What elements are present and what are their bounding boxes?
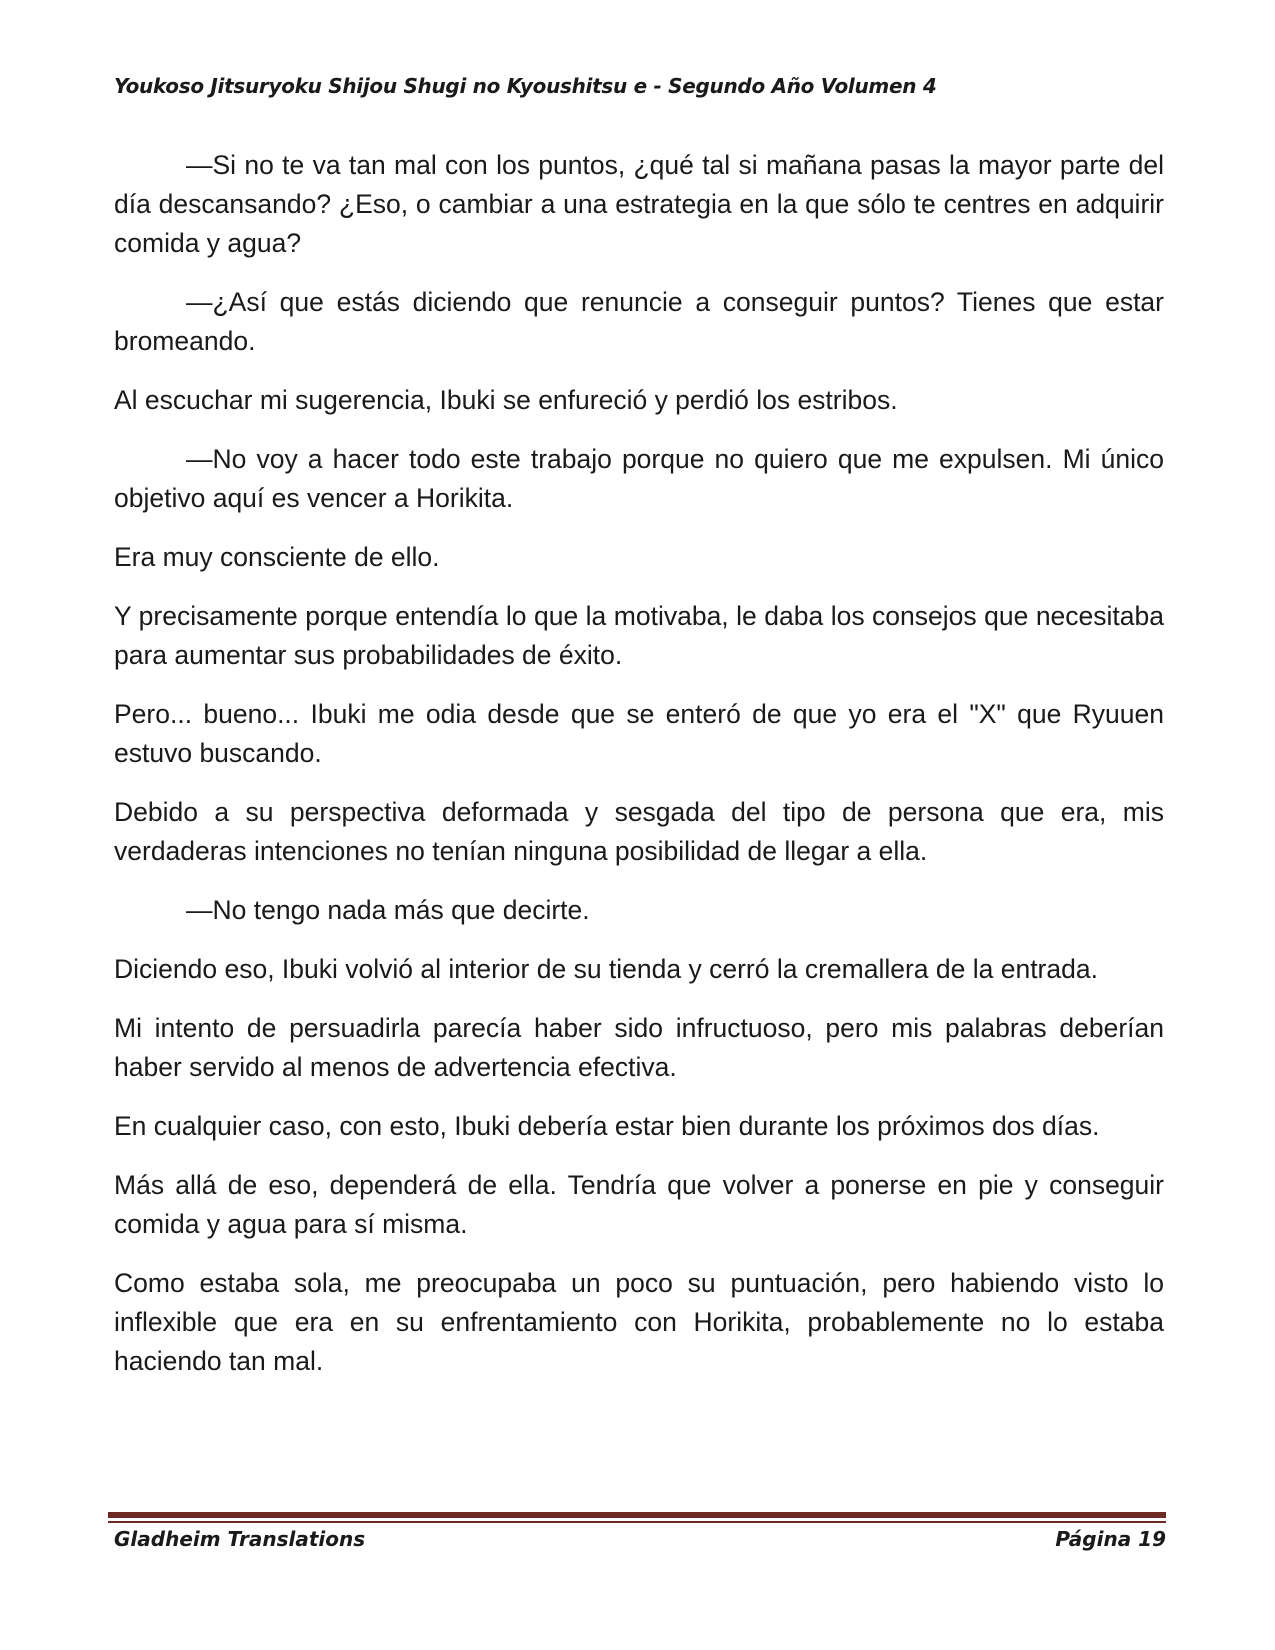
paragraph: Mi intento de persuadirla parecía haber sido infructuoso, pero mis palabras deberían haber servido al menos de advertencia efectiva. xyxy=(114,1013,1164,1082)
paragraph: Y precisamente porque entendía lo que la motivaba, le daba los consejos que necesitaba para aumentar sus probabilidades de éxito. xyxy=(114,601,1164,670)
footer-publisher: Gladheim Translations xyxy=(114,1527,366,1551)
footer-divider-thin xyxy=(108,1521,1166,1523)
paragraph: —Si no te va tan mal con los puntos, ¿qué tal si mañana pasas la mayor parte del día descansando? ¿Eso, o cambiar a una estrategia en la que sólo te centres en adquirir comida y agua? xyxy=(114,150,1164,258)
paragraph: Era muy consciente de ello. xyxy=(114,542,440,572)
paragraph: Diciendo eso, Ibuki volvió al interior de su tienda y cerró la cremallera de la entrada. xyxy=(114,954,1098,984)
footer-page-number: Página 19 xyxy=(1055,1527,1166,1551)
paragraph: Al escuchar mi sugerencia, Ibuki se enfureció y perdió los estribos. xyxy=(114,385,898,415)
paragraph: En cualquier caso, con esto, Ibuki debería estar bien durante los próximos dos días. xyxy=(114,1111,1100,1141)
paragraph: —No voy a hacer todo este trabajo porque no quiero que me expulsen. Mi único objetivo aquí es vencer a Horikita. xyxy=(114,444,1164,513)
running-header: Youkoso Jitsuryoku Shijou Shugi no Kyoushitsu e - Segundo Año Volumen 4 xyxy=(114,74,937,98)
footer-divider xyxy=(108,1512,1166,1518)
paragraph: Pero... bueno... Ibuki me odia desde que se enteró de que yo era el "X" que Ryuuen estuvo buscando. xyxy=(114,699,1164,768)
body-text xyxy=(114,146,1164,1401)
paragraph: —¿Así que estás diciendo que renuncie a conseguir puntos? Tienes que estar bromeando. xyxy=(114,287,1164,356)
paragraph: —No tengo nada más que decirte. xyxy=(186,895,590,925)
paragraph: Debido a su perspectiva deformada y sesgada del tipo de persona que era, mis verdaderas intenciones no tenían ninguna posibilidad de llegar a ella. xyxy=(114,797,1164,866)
paragraph: Más allá de eso, dependerá de ella. Tendría que volver a ponerse en pie y conseguir comida y agua para sí misma. xyxy=(114,1170,1164,1239)
paragraph: Como estaba sola, me preocupaba un poco su puntuación, pero habiendo visto lo inflexible que era en su enfrentamiento con Horikita, probablemente no lo estaba haciendo tan mal. xyxy=(114,1268,1164,1376)
